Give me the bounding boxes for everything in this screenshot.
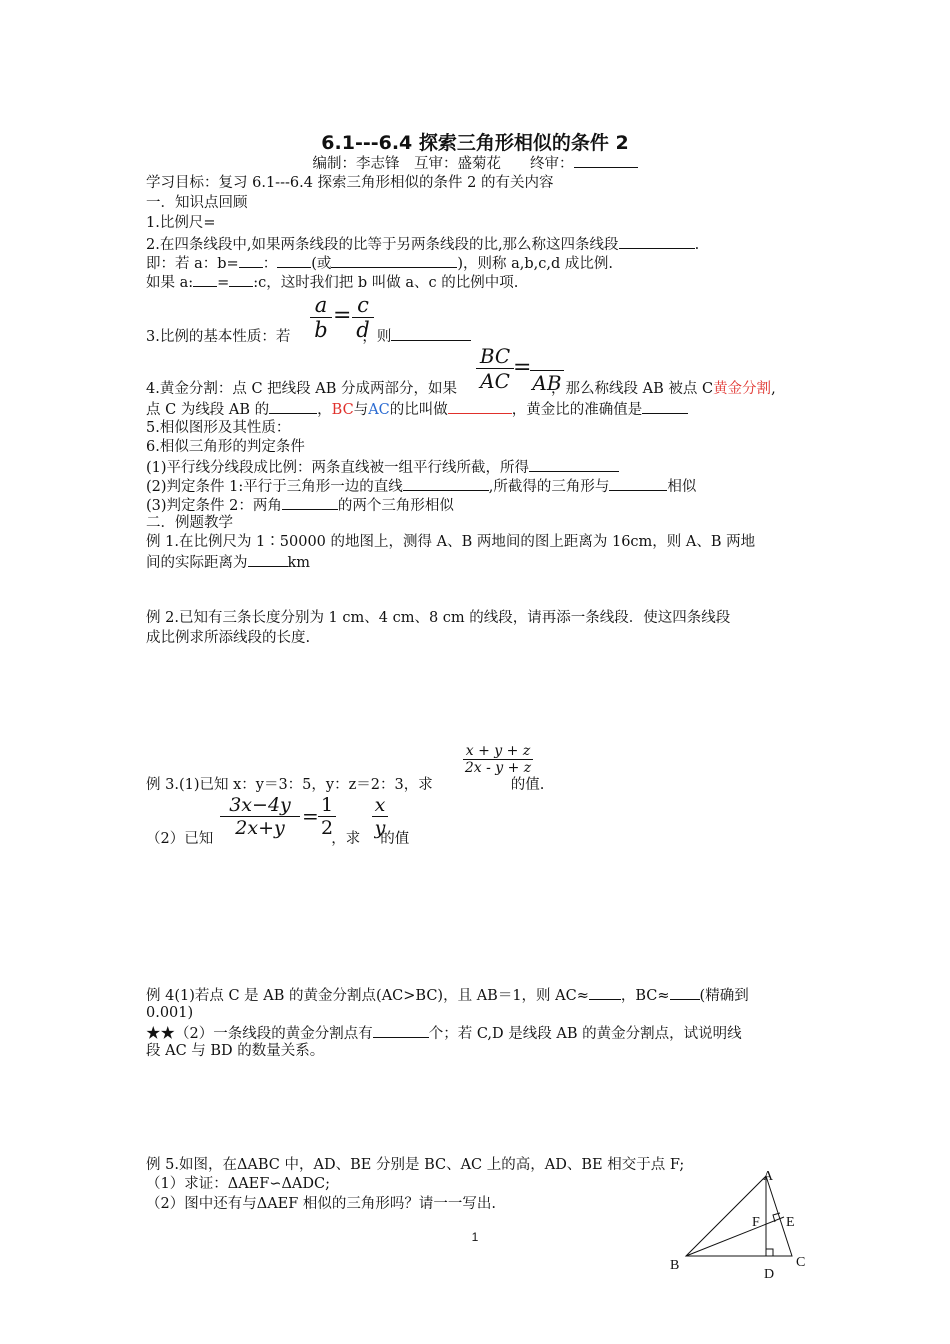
altitude-be: [686, 1217, 784, 1256]
blank: [239, 253, 263, 268]
label-d: D: [764, 1267, 775, 1282]
text: ,: [771, 381, 776, 397]
item-2-end: .: [694, 237, 700, 253]
text: :c，这时我们把 b 叫做 a、c 的比例中项.: [253, 275, 519, 291]
text: ，BC≈: [620, 988, 670, 1004]
fraction-xyz: [463, 743, 533, 776]
denominator: AC: [480, 369, 510, 393]
blank: [248, 552, 288, 567]
blank: [269, 399, 317, 414]
item-2-text: 2.在四条线段中,如果两条线段的比等于另两条线段的比,那么称这四条线段: [146, 237, 619, 253]
text: 间的实际距离为: [146, 555, 248, 571]
blank: [391, 326, 471, 341]
item-1: 1.比例尺=: [146, 215, 216, 231]
page-title: 6.1---6.4 探索三角形相似的条件 2: [321, 132, 629, 154]
label-a: A: [763, 1169, 774, 1184]
segment-bc: BC: [331, 402, 354, 418]
text: 4.黄金分割：点 C 把线段 AB 分成两部分，如果: [146, 381, 457, 397]
numerator: BC: [479, 344, 511, 368]
example-5-1: （1）求证：ΔAEF∽ΔADC;: [146, 1176, 331, 1192]
text: 例 4(1)若点 C 是 AB 的黄金分割点(AC>BC)，且 AB＝1，则 AC≈: [146, 988, 589, 1004]
example-5-2: （2）图中还有与ΔAEF 相似的三角形吗？请一一写出.: [146, 1196, 497, 1212]
item-6-2: [146, 476, 696, 496]
text: 的值.: [510, 777, 545, 793]
item-6-1: [146, 457, 619, 477]
blank: [373, 1023, 429, 1038]
text: 如果 a:: [146, 275, 194, 291]
item-3: [146, 326, 471, 346]
numerator: 3x−4y: [229, 794, 291, 816]
denominator: b: [314, 318, 328, 342]
denominator: y: [374, 817, 386, 839]
blank: [277, 253, 311, 268]
text: ，黄金比的准确值是: [511, 402, 643, 418]
numerator: c: [357, 293, 369, 317]
label-b: B: [670, 1258, 680, 1273]
text: （2）已知: [146, 831, 214, 847]
item-5: 5.相似图形及其性质：: [146, 420, 291, 436]
text: ★★（2）一条线段的黄金分割点有: [146, 1026, 373, 1042]
text: ，那么称线段 AB 被点 C: [551, 381, 714, 397]
text: =: [217, 275, 230, 291]
text: (3)判定条件 2：两角: [146, 498, 282, 514]
numerator: x: [374, 794, 386, 816]
text: 的比叫做: [389, 402, 448, 418]
text: (1)平行线分线段成比例：两条直线被一组平行线所截，所得: [146, 460, 530, 476]
text: 个；若 C,D 是线段 AB 的黄金分割点，试说明线: [428, 1026, 742, 1042]
example-2-line-2: 成比例求所添线段的长度.: [146, 630, 311, 646]
unit: km: [287, 555, 311, 571]
golden-section-term: 黄金分割: [713, 381, 772, 397]
denominator: 2x+y: [235, 817, 285, 839]
denominator: 2: [320, 817, 334, 839]
blank: [529, 457, 619, 472]
right-angle-d: [766, 1249, 773, 1256]
example-5: 例 5.如图，在ΔABC 中，AD、BE 分别是 BC、AC 上的高，AD、BE 相交于点 F;: [146, 1157, 685, 1173]
label-f: F: [752, 1215, 760, 1230]
text: ，: [317, 402, 332, 418]
example-4-2-line-2: 段 AC 与 BD 的数量关系。: [146, 1043, 325, 1059]
item-2: [146, 234, 699, 254]
item-2-line-2: [146, 253, 613, 273]
blank: [609, 476, 667, 491]
text: 即：若 a：b=: [146, 256, 239, 272]
authors-line: [0, 152, 950, 173]
numerator: 1: [320, 794, 334, 816]
equals-sign: =: [333, 303, 352, 328]
equals-sign: =: [302, 804, 319, 828]
final-review-blank: [574, 153, 638, 168]
text: 与: [353, 402, 369, 418]
blank: [642, 399, 688, 414]
text: 例 3.(1)已知 x：y＝3：5，y：z＝2：3，求: [146, 777, 433, 793]
text: 3.比例的基本性质：若: [146, 329, 291, 345]
section-1-heading: 一．知识点回顾: [146, 195, 248, 211]
example-1: 例 1.在比例尺为 1∶50000 的地图上，测得 A、B 两地间的图上距离为 16cm，则 A、B 两地: [146, 534, 756, 550]
authors: 编制：李志锋 互审：盛菊花 终审：: [312, 156, 574, 172]
text: ：: [262, 256, 278, 272]
numerator: a: [314, 293, 328, 317]
blank: [670, 985, 700, 1000]
label-e: E: [786, 1215, 795, 1230]
text: 的两个三角形相似: [337, 498, 454, 514]
example-1-line-2: [146, 552, 310, 572]
denominator: 2x - y + z: [464, 760, 532, 776]
item-2-line-3: [146, 272, 518, 292]
example-4-1-line-2: 0.001): [146, 1005, 194, 1021]
blank: [193, 272, 217, 287]
text: ，则: [362, 329, 392, 345]
triangle-abc: [686, 1176, 792, 1256]
example-2: 例 2.已知有三条长度分别为 1 cm、4 cm、8 cm 的线段，请再添一条线段．使这四条线段: [146, 610, 731, 626]
text: (精确到: [699, 988, 749, 1004]
item-6-3: [146, 495, 454, 515]
blank: [229, 272, 253, 287]
item-4: [146, 380, 776, 398]
blank: [619, 234, 695, 249]
label-c: C: [796, 1255, 806, 1270]
item-6: 6.相似三角形的判定条件: [146, 439, 305, 455]
blank: [403, 476, 489, 491]
example-4-2: [146, 1023, 742, 1043]
example-4-1: [146, 985, 749, 1005]
text: 点 C 为线段 AB 的: [146, 402, 270, 418]
blank: [331, 253, 457, 268]
text: (或: [311, 256, 332, 272]
blank: [589, 985, 621, 1000]
text: ,所截得的三角形与: [488, 479, 610, 495]
example-3-1: [146, 776, 544, 794]
denominator: d: [356, 318, 370, 342]
text: )，则称 a,b,c,d 成比例.: [457, 256, 614, 272]
segment-ac: AC: [368, 402, 390, 418]
equals-sign: =: [513, 355, 532, 380]
learning-goal: 学习目标：复习 6.1---6.4 探索三角形相似的条件 2 的有关内容: [146, 175, 554, 191]
text: 相似: [667, 479, 697, 495]
text: (2)判定条件 1:平行于三角形一边的直线: [146, 479, 403, 495]
page-number: 1: [471, 1230, 479, 1244]
text: ，求: [331, 831, 361, 847]
example-3-2: [146, 830, 409, 848]
section-2-heading: 二．例题教学: [146, 515, 233, 531]
denominator: AB: [532, 371, 562, 395]
text: 的值: [380, 831, 410, 847]
blank: [282, 495, 338, 510]
blank: [448, 399, 512, 414]
item-4-line-2: [146, 399, 688, 419]
numerator: x + y + z: [465, 743, 531, 759]
